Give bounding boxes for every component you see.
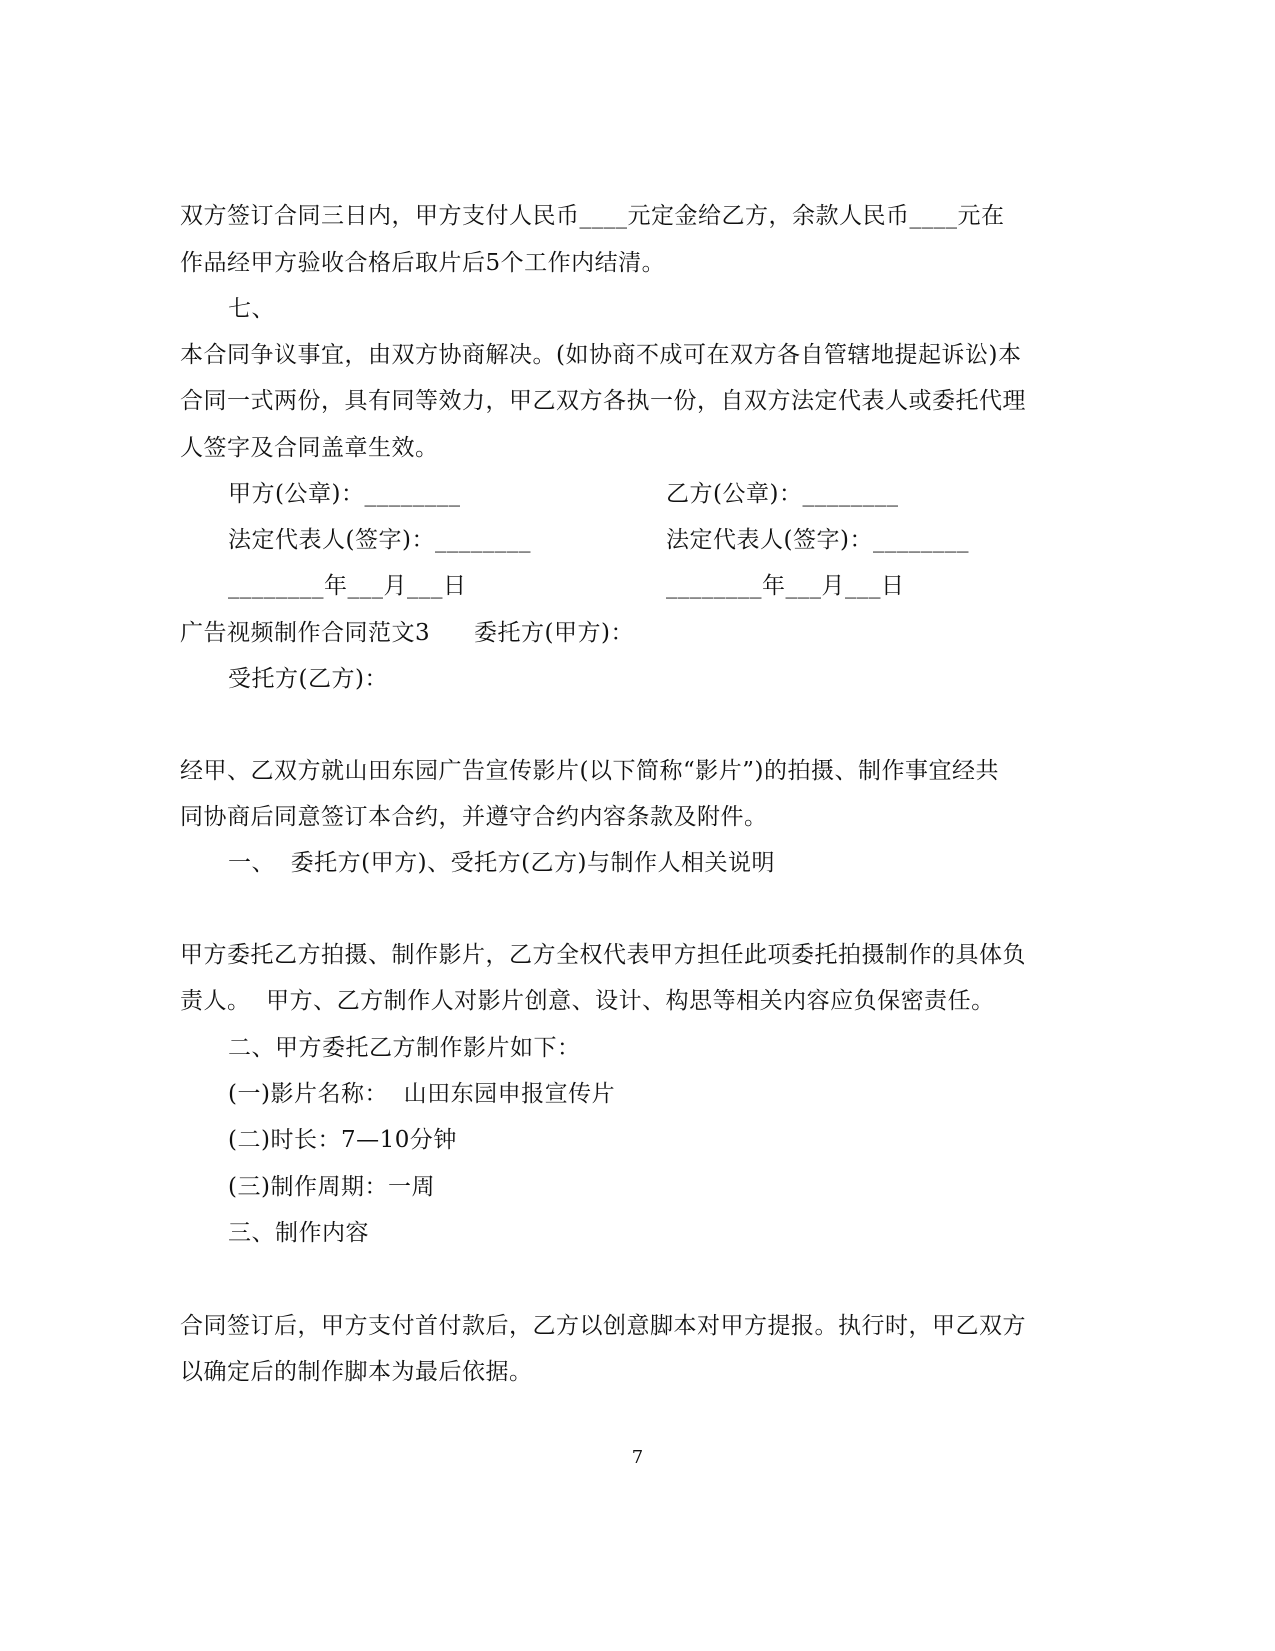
party-b-date: ________年___月___日	[666, 573, 905, 599]
party-a-date: ________年___月___日	[228, 573, 467, 599]
party-b-seal: 乙方(公章)：________	[666, 481, 899, 507]
item-duration: (二)时长：7—10分钟	[228, 1127, 457, 1153]
section-heading-three: 三、制作内容	[228, 1220, 369, 1246]
party-a-representative: 法定代表人(签字)：________	[228, 527, 531, 553]
section-one-line-2: 责人。 甲方、乙方制作人对影片创意、设计、构思等相关内容应负保密责任。	[180, 988, 995, 1014]
paragraph-payment-line-1: 双方签订合同三日内，甲方支付人民币____元定金给乙方，余款人民币____元在	[180, 203, 1005, 229]
contract-title: 广告视频制作合同范文3	[180, 620, 431, 646]
page-number: 7	[631, 1447, 644, 1468]
paragraph-dispute-line-3: 人签字及合同盖章生效。	[180, 435, 439, 461]
section-three-line-2: 以确定后的制作脚本为最后依据。	[180, 1359, 533, 1385]
section-heading-seven: 七、	[228, 296, 275, 322]
intro-line-2: 同协商后同意签订本合约，并遵守合约内容条款及附件。	[180, 804, 768, 830]
client-label: 委托方(甲方)：	[474, 620, 634, 646]
item-film-name: (一)影片名称： 山田东园申报宣传片	[228, 1081, 616, 1107]
party-b-representative: 法定代表人(签字)：________	[666, 527, 969, 553]
paragraph-dispute-line-1: 本合同争议事宜，由双方协商解决。(如协商不成可在双方各自管辖地提起诉讼)本	[180, 342, 1022, 368]
item-production-cycle: (三)制作周期：一周	[228, 1174, 435, 1200]
paragraph-dispute-line-2: 合同一式两份，具有同等效力，甲乙双方各执一份，自双方法定代表人或委托代理	[180, 388, 1026, 414]
section-heading-one: 一、 委托方(甲方)、受托方(乙方)与制作人相关说明	[228, 850, 776, 876]
intro-line-1: 经甲、乙双方就山田东园广告宣传影片(以下简称“影片”)的拍摄、制作事宜经共	[180, 758, 999, 784]
section-three-line-1: 合同签订后，甲方支付首付款后，乙方以创意脚本对甲方提报。执行时，甲乙双方	[180, 1313, 1026, 1339]
paragraph-payment-line-2: 作品经甲方验收合格后取片后5个工作内结清。	[180, 250, 666, 276]
section-one-line-1: 甲方委托乙方拍摄、制作影片，乙方全权代表甲方担任此项委托拍摄制作的具体负	[180, 942, 1026, 968]
contractor-label: 受托方(乙方)：	[228, 666, 388, 692]
section-heading-two: 二、甲方委托乙方制作影片如下：	[228, 1035, 581, 1061]
party-a-seal: 甲方(公章)：________	[228, 481, 461, 507]
